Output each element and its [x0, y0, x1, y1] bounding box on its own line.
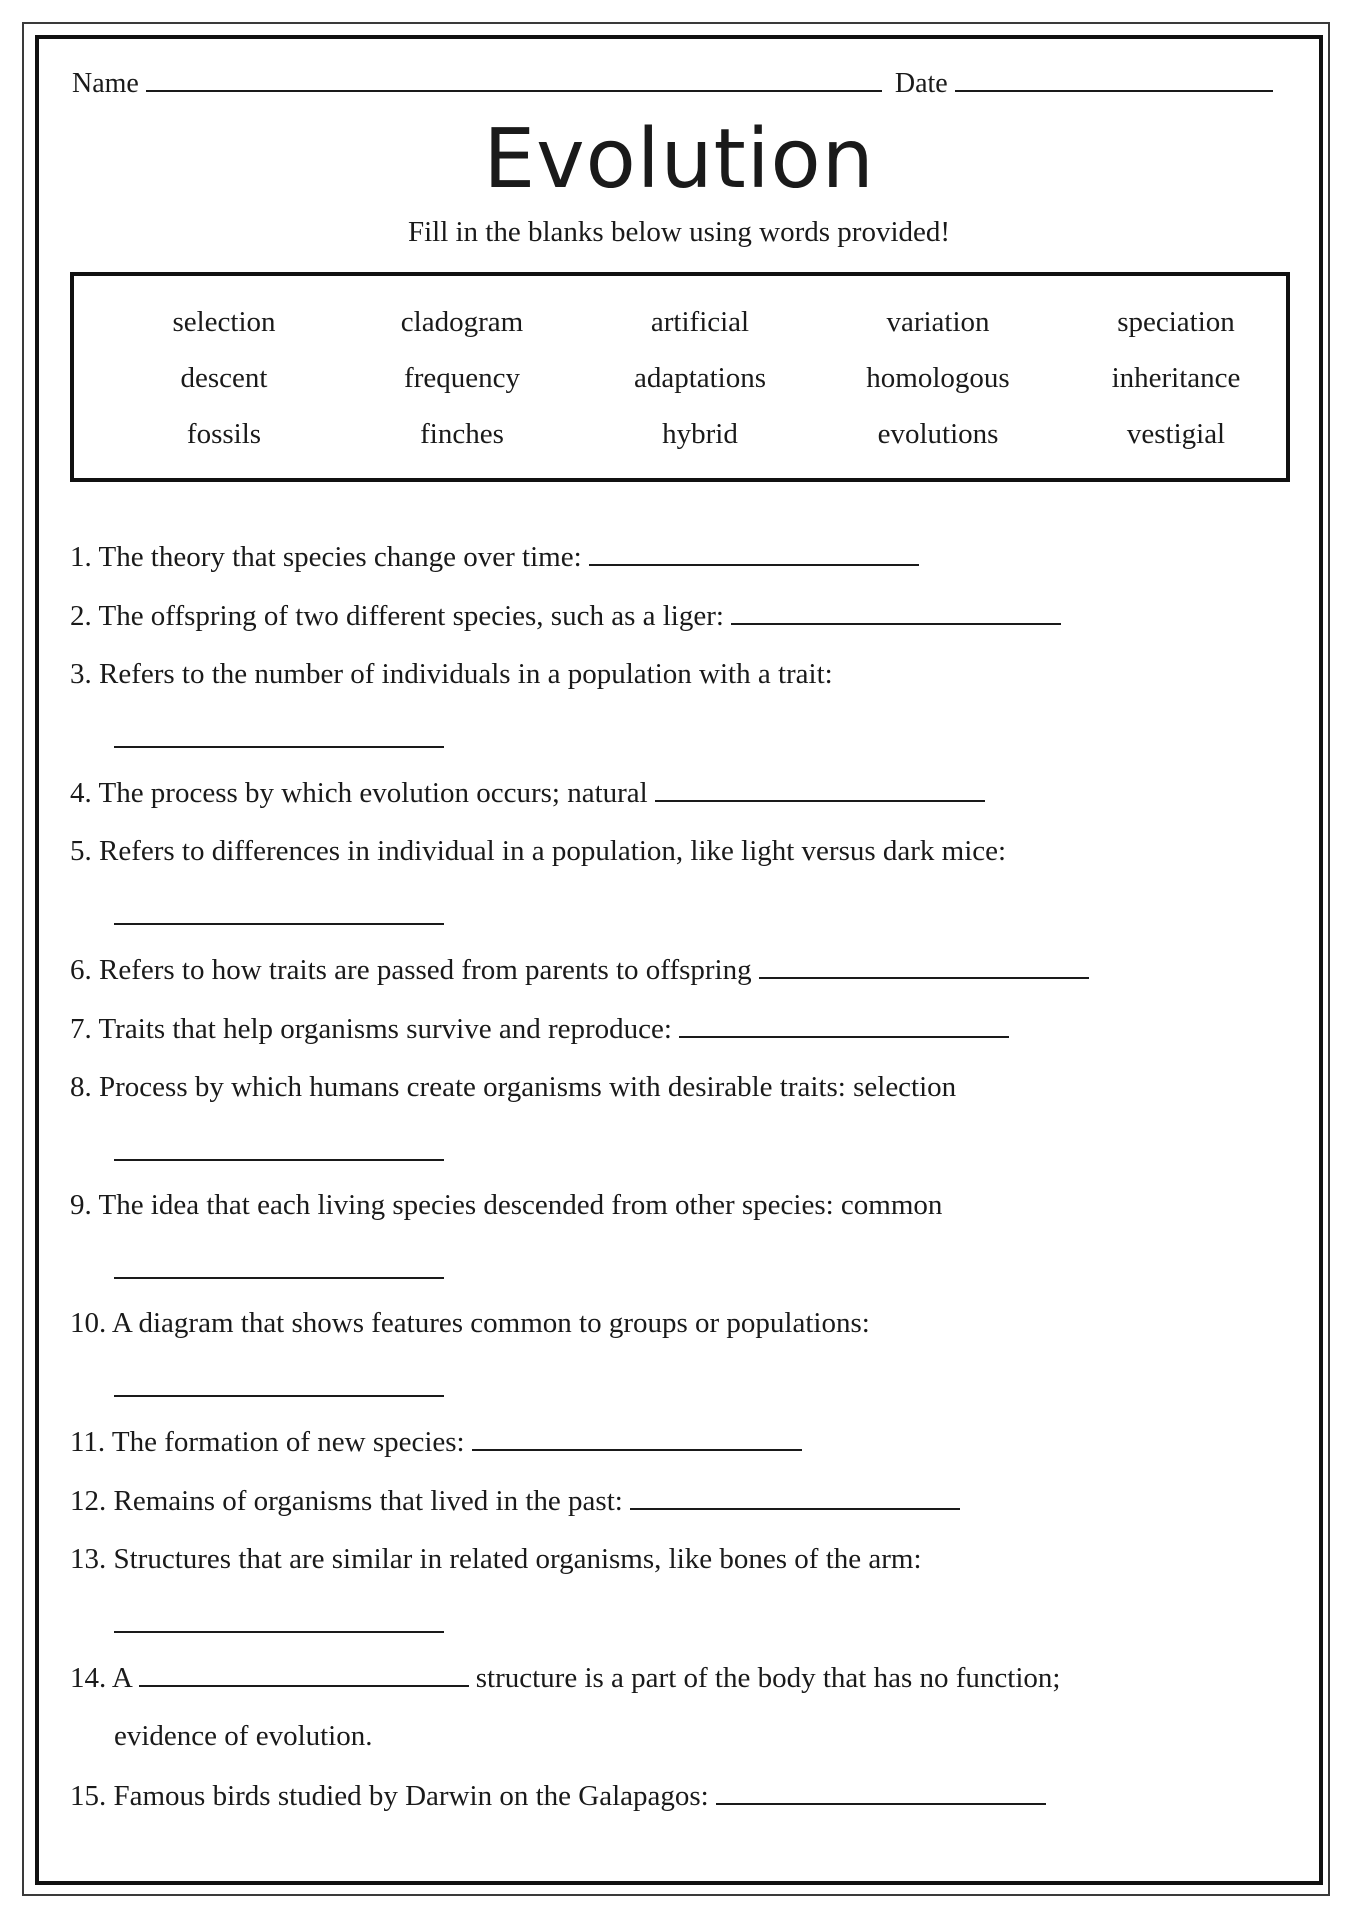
answer-blank[interactable]	[114, 1159, 444, 1161]
question-text: 4. The process by which evolution occurs; natural	[70, 777, 648, 809]
question-text: 14. A	[70, 1662, 132, 1694]
answer-blank[interactable]	[731, 599, 1061, 625]
question-10	[70, 1307, 870, 1340]
word-bank-item: frequency	[404, 362, 520, 394]
question-text: 15. Famous birds studied by Darwin on the Galapagos:	[70, 1780, 709, 1812]
name-label: Name	[72, 68, 139, 99]
answer-blank[interactable]	[114, 1277, 444, 1279]
word-bank-item: variation	[886, 306, 990, 338]
word-bank-item: inheritance	[1111, 362, 1241, 394]
word-bank-item: cladogram	[400, 306, 524, 338]
question-text: 5. Refers to differences in individual in a population, like light versus dark mice:	[70, 835, 1007, 867]
question-6	[70, 953, 1089, 987]
question-13	[70, 1543, 922, 1576]
question-text: 10. A diagram that shows features common to groups or populations:	[70, 1307, 870, 1339]
page-title: Evolution	[483, 112, 875, 207]
answer-blank[interactable]	[114, 1395, 444, 1397]
question-text: 6. Refers to how traits are passed from parents to offspring	[70, 954, 752, 986]
answer-blank[interactable]	[589, 540, 919, 566]
question-2	[70, 599, 1061, 633]
name-date-row	[72, 66, 1290, 106]
question-9	[70, 1189, 942, 1222]
word-bank-item: evolutions	[877, 418, 999, 450]
question-text: evidence of evolution.	[114, 1720, 373, 1752]
question-14	[70, 1661, 1060, 1695]
date-blank[interactable]	[955, 66, 1273, 92]
word-bank-item: vestigial	[1126, 418, 1226, 450]
answer-blank[interactable]	[114, 746, 444, 748]
answer-blank[interactable]	[655, 776, 985, 802]
question-text: 13. Structures that are similar in related organisms, like bones of the arm:	[70, 1543, 922, 1575]
question-text: 1. The theory that species change over time:	[70, 541, 582, 573]
word-bank-item: hybrid	[662, 418, 738, 450]
question-11	[70, 1425, 802, 1459]
name-blank[interactable]	[146, 66, 882, 92]
answer-blank[interactable]	[759, 953, 1089, 979]
word-bank-item: adaptations	[633, 362, 767, 394]
question-text: 11. The formation of new species:	[70, 1426, 465, 1458]
answer-blank[interactable]	[716, 1779, 1046, 1805]
question-12	[70, 1484, 960, 1518]
question-text: 7. Traits that help organisms survive and reproduce:	[70, 1013, 672, 1045]
word-bank-item: fossils	[186, 418, 262, 450]
question-14-continuation	[114, 1720, 373, 1753]
question-8	[70, 1071, 956, 1104]
word-bank-item: artificial	[650, 306, 750, 338]
word-bank-item: selection	[172, 306, 276, 338]
answer-blank[interactable]	[679, 1012, 1009, 1038]
answer-blank[interactable]	[114, 1631, 444, 1633]
question-text: 12. Remains of organisms that lived in the past:	[70, 1485, 623, 1517]
instruction-text: Fill in the blanks below using words provided!	[407, 216, 951, 248]
word-bank-box	[70, 272, 1290, 482]
question-text: 9. The idea that each living species descended from other species: common	[70, 1189, 943, 1221]
question-text: 3. Refers to the number of individuals in a population with a trait:	[70, 658, 833, 690]
question-5	[70, 835, 1006, 868]
date-label: Date	[894, 68, 948, 99]
word-bank-item: homologous	[866, 362, 1010, 394]
question-1	[70, 540, 919, 574]
word-bank-item: finches	[420, 418, 504, 450]
question-text: 8. Process by which humans create organisms with desirable traits: selection	[70, 1071, 957, 1103]
answer-blank[interactable]	[114, 923, 444, 925]
word-bank-item: descent	[180, 362, 268, 394]
answer-blank[interactable]	[139, 1661, 469, 1687]
question-text: 2. The offspring of two different species, such as a liger:	[70, 600, 724, 632]
answer-blank[interactable]	[472, 1425, 802, 1451]
question-4	[70, 776, 985, 810]
question-7	[70, 1012, 1009, 1046]
word-bank-item: speciation	[1117, 306, 1235, 338]
answer-blank[interactable]	[630, 1484, 960, 1510]
question-text-after: structure is a part of the body that has no function;	[475, 1662, 1061, 1694]
question-3	[70, 658, 833, 691]
question-15	[70, 1779, 1046, 1813]
